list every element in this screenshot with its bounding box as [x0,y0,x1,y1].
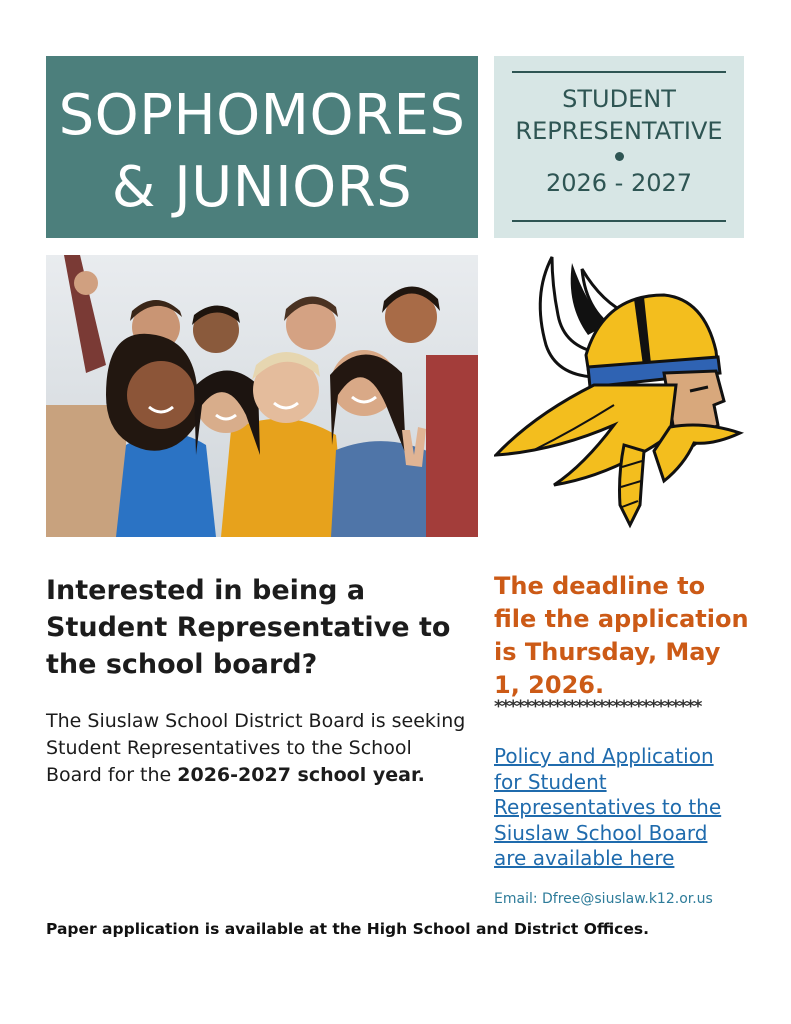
school-year-bold: 2026-2027 school year. [177,764,425,786]
headline-question: Interested in being a Student Representative to the school board? [46,575,451,680]
description-paragraph [46,708,466,789]
bullet-dot [615,152,624,161]
deadline-notice: The deadline to file the application is Thursday, May 1, 2026. [494,572,749,699]
title-line-2: & JUNIORS [111,155,413,220]
description-text: The Siuslaw School District Board is seeking Student Representatives to the School Board for the [46,710,466,786]
students-group-photo [46,255,478,537]
title-banner [46,56,478,238]
policy-application-link[interactable]: Policy and Application for Student Representatives to the Siuslaw School Board are available here [494,744,722,870]
school-year: 2026 - 2027 [545,169,693,197]
representative-banner [494,56,744,238]
top-rule [512,71,726,73]
contact-email: Email: Dfree@siuslaw.k12.or.us [494,891,713,907]
paper-application-note: Paper application is available at the High School and District Offices. [46,920,649,938]
star-divider: **************************** [494,697,701,717]
side-line-2: REPRESENTATIVE [515,117,723,145]
bottom-rule [512,220,726,222]
viking-mascot-logo [494,255,744,537]
side-line-1: STUDENT [562,85,676,113]
title-line-1: SOPHOMORES [58,83,466,148]
